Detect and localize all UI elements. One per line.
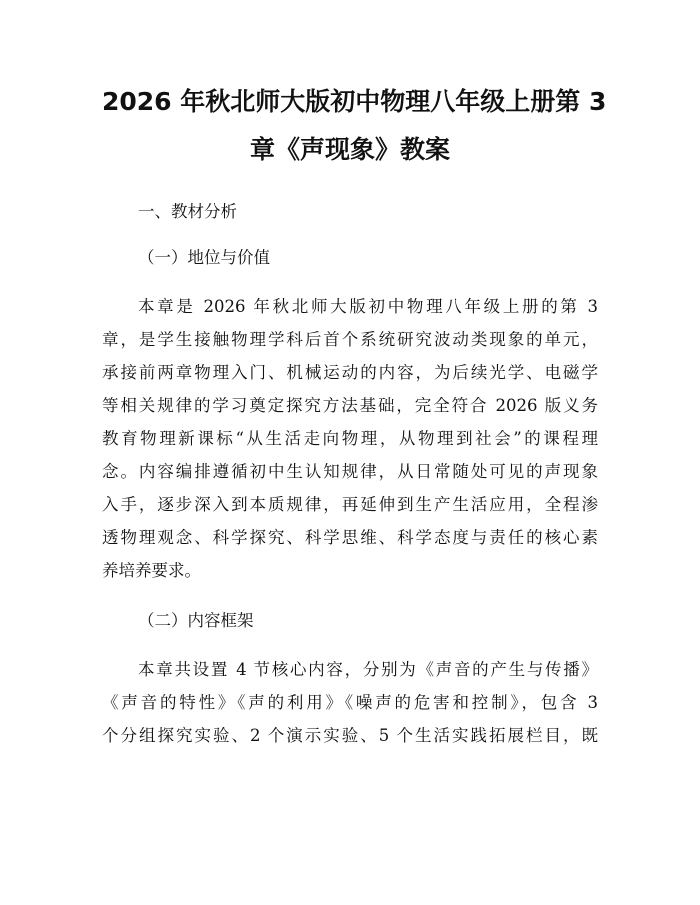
paragraph-line: 养培养要求。 [102, 561, 201, 580]
paragraph-line: 个分组探究实验、2 个演示实验、5 个生活实践拓展栏目，既 [102, 726, 598, 745]
paragraph-line: 本章共设置 4 节核心内容，分别为《声音的产生与传播》 [138, 660, 598, 679]
title-line: 章《声现象》教案 [249, 135, 450, 164]
paragraph-position-and-value [102, 290, 598, 587]
title-line: 2026 年秋北师大版初中物理八年级上册第 3 [102, 87, 607, 116]
paragraph-line: 入手，逐步深入到本质规律，再延伸到生产生活应用，全程渗 [102, 495, 598, 514]
document-title [102, 78, 607, 174]
subheading-position-and-value: （一）地位与价值 [138, 248, 270, 267]
paragraph-line: 念。内容编排遵循初中生认知规律，从日常随处可见的声现象 [102, 462, 598, 481]
paragraph-line: 《声音的特性》《声的利用》《噪声的危害和控制》，包含 3 [102, 693, 598, 712]
subheading-content-framework: （二）内容框架 [138, 611, 254, 630]
paragraph-line: 本章是 2026 年秋北师大版初中物理八年级上册的第 3 [138, 297, 598, 316]
paragraph-line: 承接前两章物理入门、机械运动的内容，为后续光学、电磁学 [102, 363, 598, 382]
paragraph-line: 章，是学生接触物理学科后首个系统研究波动类现象的单元， [102, 330, 598, 349]
paragraph-content-framework [102, 653, 598, 752]
paragraph-line: 教育物理新课标“从生活走向物理，从物理到社会”的课程理 [102, 429, 598, 448]
paragraph-line: 等相关规律的学习奠定探究方法基础，完全符合 2026 版义务 [102, 396, 598, 415]
section-heading-textbook-analysis: 一、教材分析 [138, 202, 237, 221]
paragraph-line: 透物理观念、科学探究、科学思维、科学态度与责任的核心素 [102, 528, 598, 547]
